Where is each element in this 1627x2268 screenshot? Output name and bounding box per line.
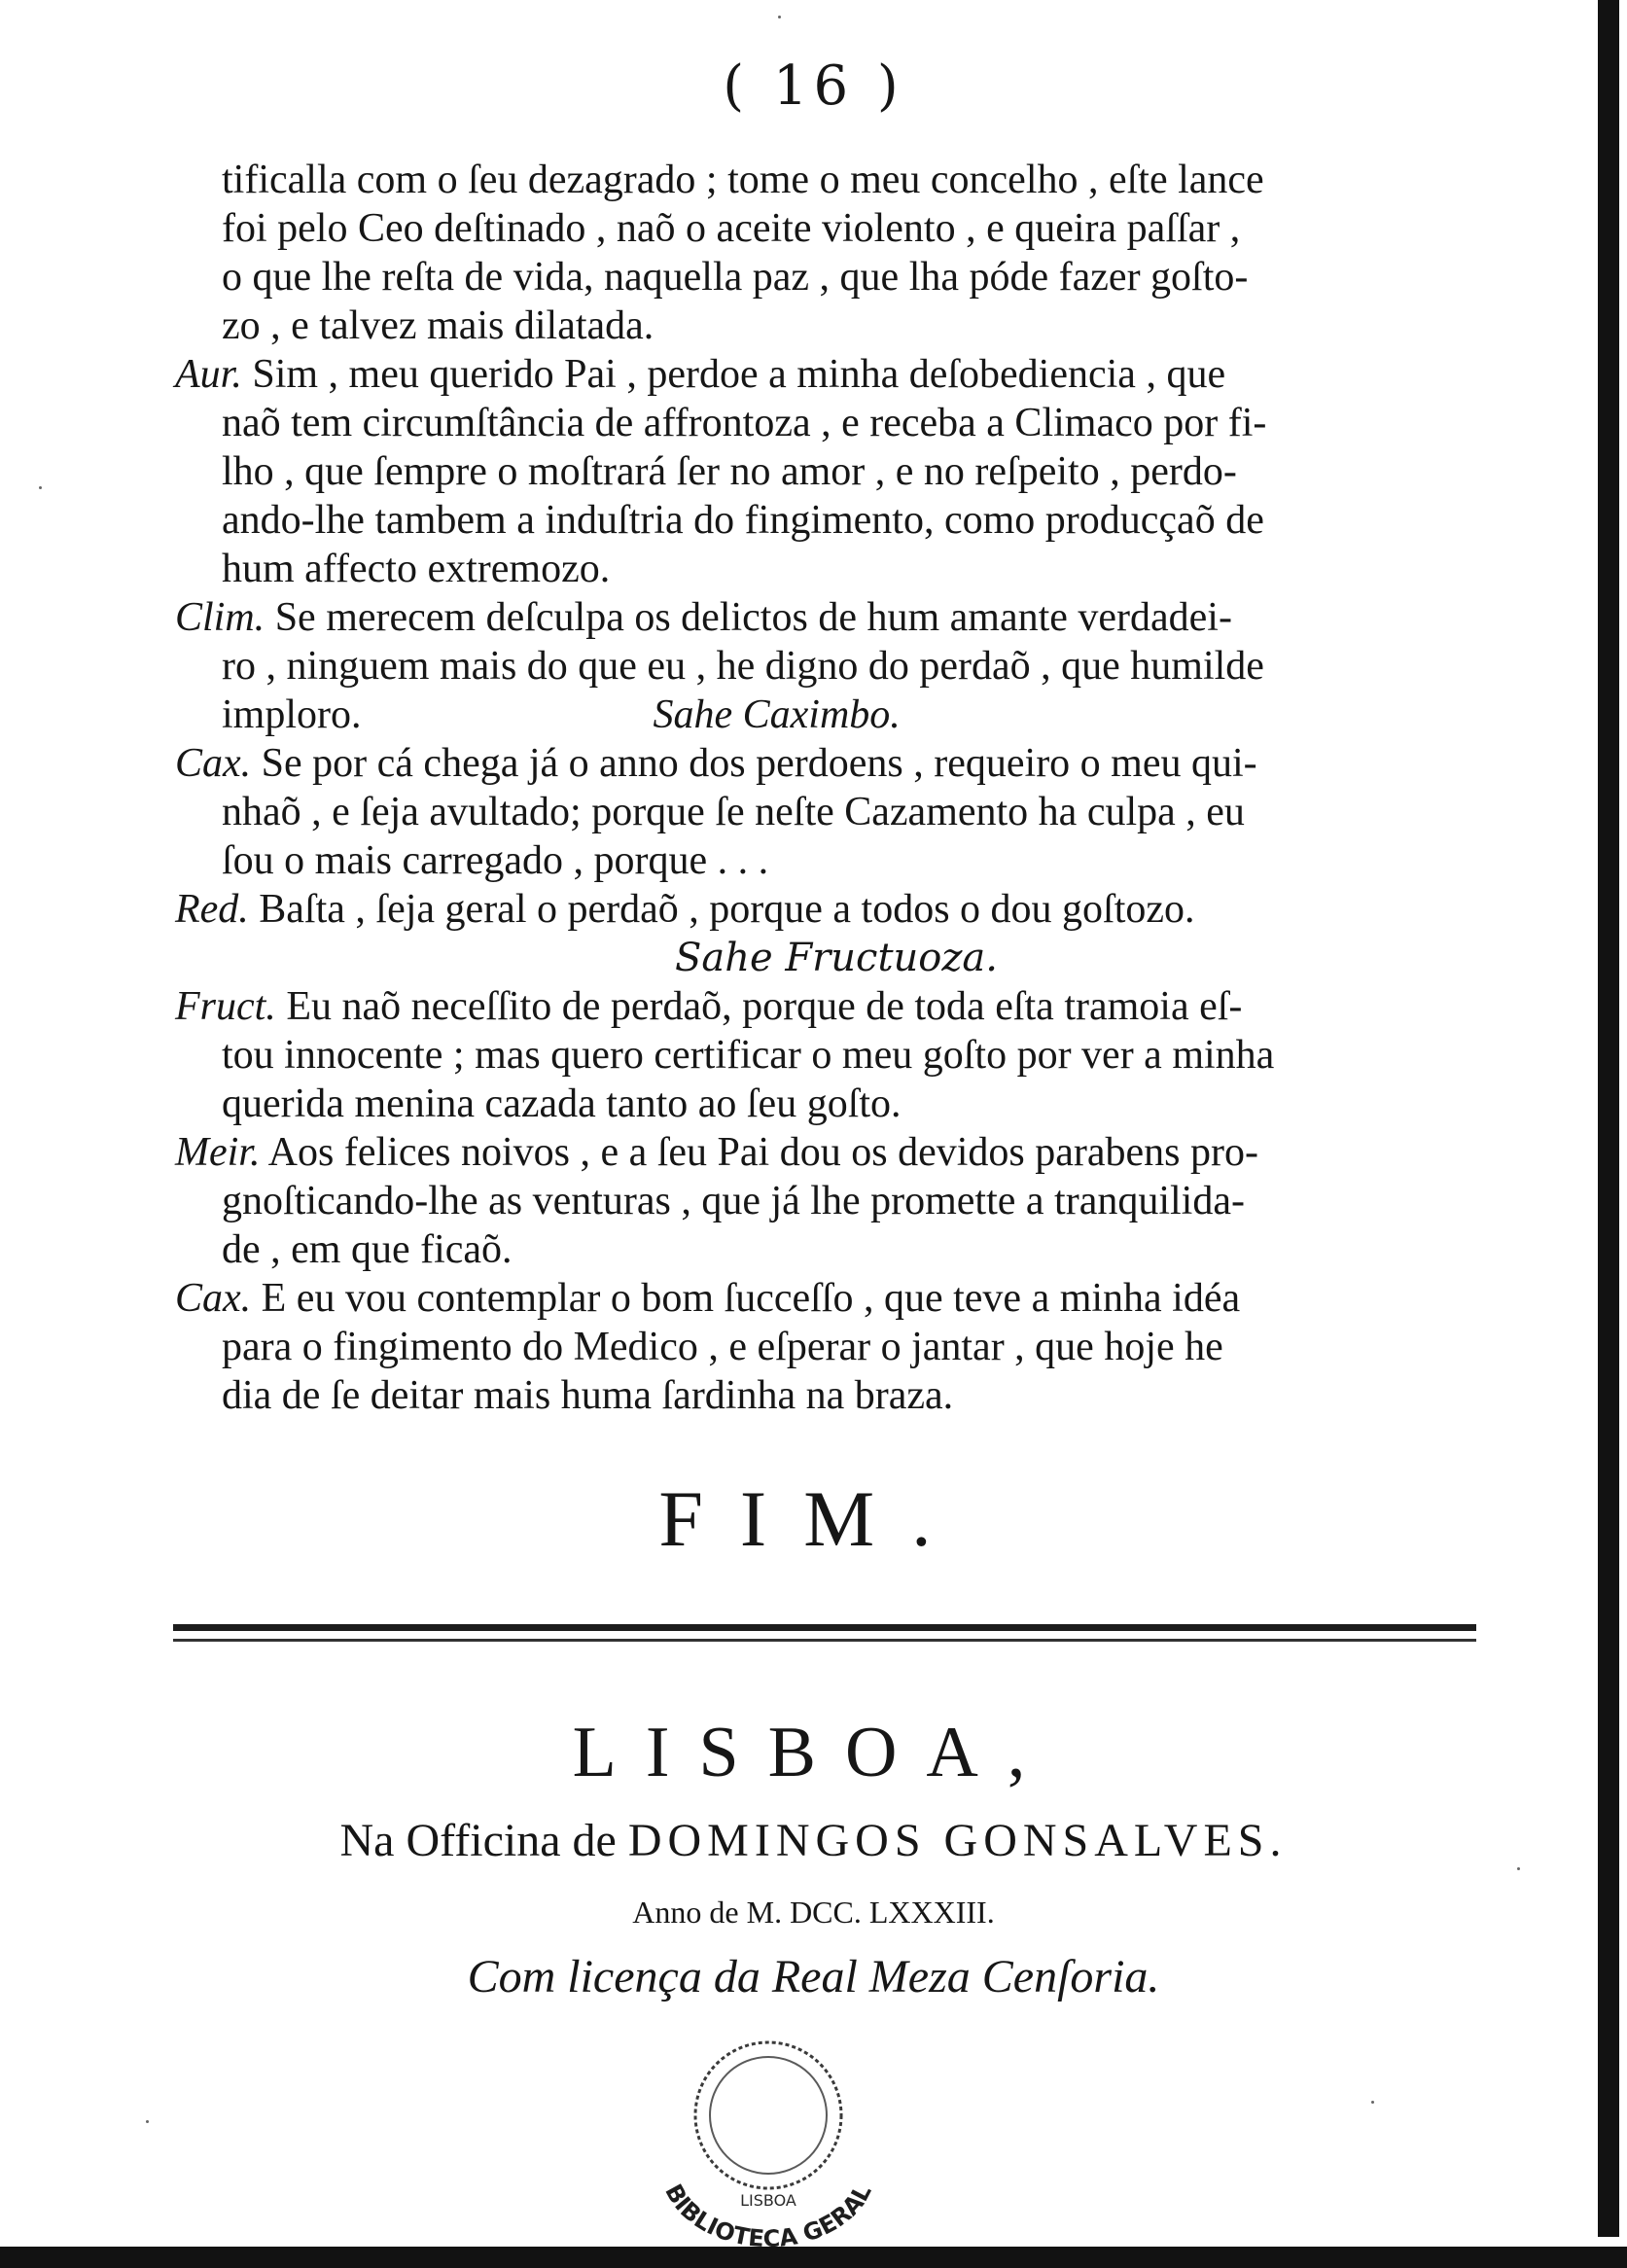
dialogue-line <box>175 1371 1498 1420</box>
dialogue-line <box>175 156 1498 204</box>
dialogue-line <box>175 1128 1498 1177</box>
line-text: Aos felices noivos , e a ſeu Pai dou os devidos parabens pro- <box>260 1130 1258 1175</box>
dialogue-block <box>175 156 1498 1420</box>
printer-name: DOMINGOS GONSALVES. <box>627 1815 1288 1866</box>
dialogue-line <box>175 253 1498 301</box>
stamp-center-text: LISBOA <box>740 2191 796 2210</box>
stamp-bottom-text: BIBLIOTECA GERAL <box>659 2179 877 2253</box>
dialogue-line <box>175 350 1498 399</box>
end-title: FIM. <box>658 1474 969 1563</box>
imprint-city: LISBOA, <box>572 1713 1055 1792</box>
speck <box>778 16 781 18</box>
dialogue-line <box>175 593 1498 642</box>
dialogue-line <box>175 496 1498 545</box>
dialogue-line <box>175 691 1498 739</box>
line-text: E eu vou contemplar o bom ſucceſſo , que teve a minha idéa <box>251 1276 1241 1321</box>
line-text: Baſta , ſeja geral o perdaõ , porque a todos o dou goſtozo. <box>248 887 1195 932</box>
line-text: Eu naõ neceſſito de perdaõ, porque de toda eſta tramoia eſ- <box>275 984 1243 1029</box>
dialogue-lines-part2 <box>175 982 1498 1420</box>
dialogue-line <box>175 642 1498 691</box>
line-text: naõ tem circumſtância de affrontoza , e receba a Climaco por fi- <box>222 401 1267 445</box>
speaker-name: Meir. <box>175 1130 261 1175</box>
library-stamp <box>622 2033 914 2256</box>
dialogue-line <box>175 399 1498 447</box>
rule-thin <box>173 1639 1476 1642</box>
dialogue-line <box>175 739 1498 788</box>
dialogue-line <box>175 1323 1498 1371</box>
speck <box>1371 2101 1374 2104</box>
imprint-license: Com licença da Real Meza Cenſoria. <box>467 1951 1160 2002</box>
line-text: dia de ſe deitar mais huma ſardinha na braza. <box>222 1373 954 1418</box>
speaker-name: Fruct. <box>175 984 276 1029</box>
stamp-ring <box>695 2042 841 2188</box>
dialogue-line <box>175 885 1498 934</box>
dialogue-line <box>175 1080 1498 1128</box>
dialogue-line <box>175 982 1498 1031</box>
line-text: foi pelo Ceo deſtinado , naõ o aceite violento , e queira paſſar , <box>222 206 1241 251</box>
rule-thick <box>173 1624 1476 1631</box>
speaker-name: Red. <box>175 887 249 932</box>
dialogue-line <box>175 1031 1498 1080</box>
dialogue-line <box>175 836 1498 885</box>
line-text: para o fingimento do Medico , e eſperar o jantar , que hoje he <box>222 1325 1223 1369</box>
printer-prefix: Na Officina de <box>339 1815 628 1866</box>
dialogue-line <box>175 545 1498 593</box>
line-text: zo , e talvez mais dilatada. <box>222 303 654 348</box>
speaker-name: Aur. <box>175 352 242 397</box>
line-text: ſou o mais carregado , porque . . . <box>222 838 769 883</box>
line-text: gnoſticando-lhe as venturas , que já lhe promette a tranquilida- <box>222 1179 1245 1223</box>
stamp-inner-ring <box>710 2057 827 2174</box>
line-text: o que lhe reſta de vida, naquella paz , que lha póde fazer goſto- <box>222 255 1249 300</box>
line-text: nhaõ , e ſeja avultado; porque ſe neſte Cazamento ha culpa , eu <box>222 790 1245 834</box>
speck <box>146 2120 149 2123</box>
line-text: de , em que ficaõ. <box>222 1227 513 1272</box>
line-text: tificalla com o ſeu dezagrado ; tome o meu concelho , eſte lance <box>222 158 1264 202</box>
dialogue-line <box>175 1177 1498 1225</box>
speaker-name: Cax. <box>175 741 252 786</box>
line-text: Sim , meu querido Pai , perdoe a minha deſobediencia , que <box>241 352 1226 397</box>
dialogue-line <box>175 204 1498 253</box>
dialogue-line <box>175 301 1498 350</box>
line-text: Se por cá chega já o anno dos perdoens , requeiro o meu qui- <box>251 741 1257 786</box>
speaker-name: Cax. <box>175 1276 252 1321</box>
speck <box>1517 1867 1520 1870</box>
dialogue-line <box>175 1225 1498 1274</box>
line-text: Se merecem deſculpa os delictos de hum amante verdadei- <box>265 595 1232 640</box>
decorative-rule <box>173 1624 1476 1649</box>
line-text: querida menina cazada tanto ao ſeu goſto. <box>222 1081 902 1126</box>
dialogue-line <box>175 447 1498 496</box>
line-text: hum affecto extremozo. <box>222 547 611 591</box>
dialogue-lines-part1 <box>175 156 1498 934</box>
line-text: ro , ninguem mais do que eu , he digno do perdaõ , que humilde <box>222 644 1264 689</box>
line-text: lho , que ſempre o moſtrará ſer no amor , e no reſpeito , perdo- <box>222 449 1237 494</box>
stage-direction-center: Sahe Fructuoza. <box>675 936 998 980</box>
stage-direction-inline: Sahe Caximbo. <box>653 692 901 737</box>
line-text: imploro. <box>222 692 362 737</box>
imprint-printer <box>0 1814 1627 1867</box>
line-text: ando-lhe tambem a induſtria do fingimento, como producçaõ de <box>222 498 1264 543</box>
speck <box>39 486 42 489</box>
imprint-year: Anno de M. DCC. LXXXIII. <box>632 1895 995 1930</box>
line-text: tou innocente ; mas quero certificar o meu goſto por ver a minha <box>222 1033 1275 1078</box>
dialogue-line <box>175 1274 1498 1323</box>
page-number: ( 16 ) <box>723 54 904 118</box>
speaker-name: Clim. <box>175 595 265 640</box>
dialogue-line <box>175 788 1498 836</box>
